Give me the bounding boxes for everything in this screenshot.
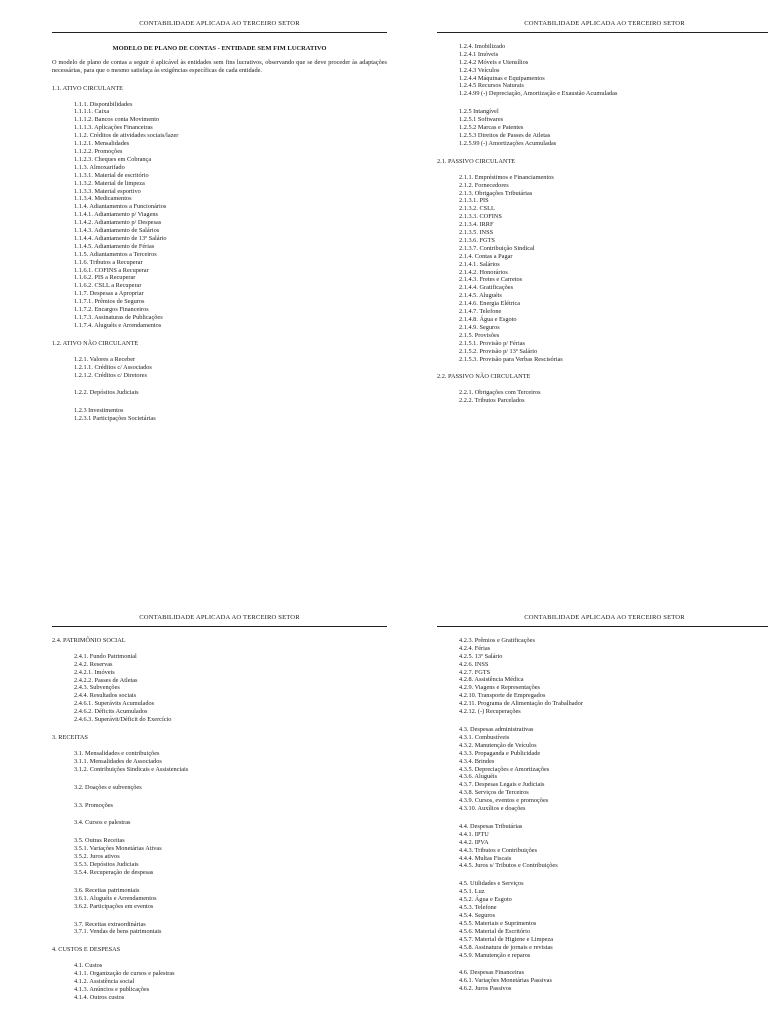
account-line: 2.1.1. Empréstimos e Financiamentos [459, 173, 554, 181]
account-line: 2.1.4. Contas a Pagar [459, 252, 513, 260]
account-line: 4.4.2. IPVA [459, 838, 489, 846]
account-group [52, 837, 387, 877]
account-line: 4.5.1. Luz [459, 888, 485, 896]
account-line: 2.4.6.2. Déficits Acumulados [74, 708, 148, 716]
account-line: 1.1.4. Adiantamentos a Funcionários [74, 203, 167, 211]
account-line: 1.2.4.1 Imóveis [459, 50, 499, 58]
account-group [437, 108, 768, 148]
account-group [437, 726, 768, 813]
account-line: 1.2.5.99 (-) Amortizações Acumuladas [459, 139, 557, 147]
account-line: 2.1.4.9. Seguros [459, 323, 500, 331]
account-line: 2.4.2. Reservas [74, 660, 113, 668]
account-line: 2.1.4.6. Energia Elétrica [459, 300, 521, 308]
account-line: 2.1.3.2. CSLL [459, 205, 495, 213]
account-line: 4.4. Despesas Tributárias [459, 822, 523, 830]
account-line: 2.4.3. Subvenções [74, 684, 120, 692]
account-line: 2.4.6.3. Superávit/Déficit do Exercício [74, 716, 172, 724]
page-header: CONTABILIDADE APLICADA AO TERCEIRO SETOR [437, 614, 768, 627]
section-heading: 4. CUSTOS E DESPESAS [52, 946, 121, 954]
account-line: 2.1.3. Obrigações Tributárias [459, 189, 533, 197]
account-line: 3.5. Outras Receitas [74, 837, 125, 845]
account-group [437, 389, 768, 405]
account-line: 2.4.1. Fundo Patrimonial [74, 652, 137, 660]
account-line: 2.1.4.5. Aluguéis [459, 292, 502, 300]
account-line: 2.1.3.7. Contribuição Sindical [459, 244, 535, 252]
account-line: 3.6.1. Aluguéis e Arrendamentos [74, 894, 157, 902]
page-header: CONTABILIDADE APLICADA AO TERCEIRO SETOR [437, 20, 768, 33]
account-line: 3.4. Cursos e palestras [74, 819, 131, 827]
account-line: 4.5.3. Telefone [459, 904, 497, 912]
account-line: 3.5.1. Variações Monetárias Ativas [74, 845, 162, 853]
account-line: 2.1.4.8. Água e Esgoto [459, 316, 517, 323]
account-line: 2.1.5. Provisões [459, 331, 500, 339]
account-line: 1.2.1. Valores a Receber [74, 355, 136, 363]
account-line: 1.1.1. Disponibilidades [74, 100, 133, 108]
account-line: 3.6. Receitas patrimoniais [74, 886, 140, 894]
account-line: 4.3.10. Auxílios e doações [459, 805, 526, 813]
account-group [52, 389, 387, 397]
account-line: 3.5.4. Recuperação de despesas [74, 868, 154, 876]
account-line: 1.2.4.3 Veículos [459, 66, 500, 74]
account-line: 1.1.2.3. Cheques em Cobrança [74, 155, 152, 163]
account-line: 2.1.4.2. Honorários [459, 268, 508, 276]
account-line: 1.1.3.2. Material de limpeza [74, 179, 145, 187]
account-line: 2.1.3.6. FGTS [459, 236, 495, 244]
account-line: 1.1.7.2. Encargos Financeiros [74, 306, 149, 314]
account-line: 4.1.2. Assistência social [74, 978, 135, 986]
section-heading: 1.2. ATIVO NÃO CIRCULANTE [52, 339, 139, 347]
account-line: 4.3.7. Despesas Legais e Judiciais [459, 781, 545, 789]
account-line: 2.1.3.5. INSS [459, 229, 494, 237]
section-heading: 2.2. PASSIVO NÃO CIRCULANTE [437, 373, 531, 381]
account-line: 4.4.3. Tributos e Contribuições [459, 846, 538, 854]
account-line: 1.1.6.1. COFINS a Recuperar [74, 266, 149, 274]
account-line: 1.2.4.5 Recursos Naturais [459, 82, 524, 90]
account-line: 1.2.1.2. Créditos c/ Diretores [74, 371, 147, 379]
account-line: 4.6.1. Variações Monetárias Passivas [459, 977, 552, 985]
account-line: 1.1.3.4. Medicamentos [74, 195, 132, 203]
account-line: 4.3.6. Aluguéis [459, 773, 498, 781]
account-group [437, 969, 768, 993]
account-line: 1.1.1.2. Bancos conta Movimento [74, 116, 160, 124]
document-title: MODELO DE PLANO DE CONTAS - ENTIDADE SEM FIM LUCRATIVO [112, 44, 327, 52]
account-line: 2.2.1. Obrigações com Terceiros [459, 389, 541, 397]
account-line: 1.2.2. Depósitos Judiciais [74, 389, 139, 397]
account-line: 1.1.2.2. Promoções [74, 147, 123, 155]
account-line: 4.2.8. Assistência Médica [459, 676, 524, 684]
account-line: 2.1.4.3. Fretes e Carretos [459, 276, 523, 284]
account-group [437, 823, 768, 870]
account-line: 2.1.3.1. PIS [459, 197, 489, 205]
account-line: 3.3. Promoções [74, 801, 114, 809]
account-group [52, 921, 387, 937]
account-line: 1.1.7.4. Aluguéis e Arrendamentos [74, 321, 162, 329]
account-line: 4.2.3. Prêmios e Gratificações [459, 636, 535, 644]
account-group [52, 653, 387, 724]
account-line: 4.5.4. Seguros [459, 912, 496, 919]
account-line: 1.1.4.2. Adiantamento p/ Despesas [74, 219, 162, 227]
account-line: 2.4.2.2. Passes de Atletas [74, 676, 138, 684]
page-header: CONTABILIDADE APLICADA AO TERCEIRO SETOR [52, 20, 387, 33]
account-line: 3.5.2. Juros ativos [74, 853, 120, 861]
account-group [52, 962, 387, 1002]
account-group [437, 43, 768, 98]
account-line: 2.1.3.3. COFINS [459, 213, 502, 221]
account-group [437, 174, 768, 364]
account-line: 1.1.4.1. Adiantamento p/ Viagens [74, 211, 158, 219]
account-line: 4.3. Despesas administrativas [459, 725, 534, 733]
account-group [52, 802, 387, 810]
page-header: CONTABILIDADE APLICADA AO TERCEIRO SETOR [52, 614, 387, 627]
account-line: 1.2.1.1. Créditos c/ Associados [74, 363, 152, 371]
section-heading: 2.4. PATRIMÔNIO SOCIAL [52, 636, 126, 644]
section-heading: 2.1. PASSIVO CIRCULANTE [437, 157, 516, 165]
account-line: 1.1.7.3. Assinaturas de Publicações [74, 314, 163, 321]
account-line: 1.1.2.1. Mensalidades [74, 140, 130, 148]
account-group [52, 101, 387, 330]
account-line: 1.1.7.1. Prêmios de Seguros [74, 298, 145, 306]
page-2 [437, 20, 768, 405]
account-line: 4.1.3. Anúncios e publicações [74, 986, 150, 993]
account-line: 4.2.5. 13º Salário [459, 652, 503, 660]
account-line: 1.1.3.3. Material esportivo [74, 187, 141, 195]
account-line: 1.2.5.2 Marcas e Patentes [459, 124, 524, 132]
account-line: 2.4.2.1. Imóveis [74, 668, 115, 676]
account-line: 1.1.1.3. Aplicações Financeiras [74, 124, 153, 132]
account-line: 4.2.11. Programa de Alimentação do Trabalhador [459, 700, 583, 708]
account-line: 4.1.4. Outros custos [74, 993, 125, 1001]
account-line: 4.5. Utilidades e Serviços [459, 880, 524, 888]
account-group [52, 819, 387, 827]
page-1 [52, 20, 387, 423]
account-line: 2.4.6.1. Superávits Acumulados [74, 700, 155, 708]
account-line: 1.2.4.2 Móveis e Utensílios [459, 58, 529, 66]
account-line: 1.2.3 Investimentos [74, 407, 124, 415]
account-line: 1.1.3. Almoxarifado [74, 163, 125, 171]
account-line: 4.6.2. Juros Passivos [459, 985, 512, 993]
account-line: 4.6. Despesas Financeiras [459, 969, 525, 977]
account-line: 1.1.6.2. PIS a Recuperar [74, 274, 136, 282]
account-line: 4.2.12. (-) Recuperações [459, 708, 521, 716]
account-line: 4.4.4. Multas Fiscais [459, 854, 512, 862]
account-line: 2.4.4. Resultados sociais [74, 692, 137, 700]
section-heading: 3. RECEITAS [52, 733, 88, 741]
account-line: 2.1.4.4. Gratificações [459, 284, 514, 292]
account-group [52, 887, 387, 911]
account-line: 4.5.9. Manutenção e reparos [459, 951, 531, 959]
account-line: 3.6.2. Participações em eventos [74, 902, 154, 910]
account-line: 1.1.3.1. Material de escritório [74, 171, 149, 179]
account-group [52, 750, 387, 774]
account-line: 1.2.4.99 (-) Depreciação, Amortização e Exaustão Acumuladas [459, 90, 618, 98]
account-line: 3.2. Doações e subvenções [74, 783, 142, 791]
account-line: 3.7.1. Vendas de bens patrimoniais [74, 928, 162, 936]
account-line: 1.1.7. Despesas a Apropriar [74, 290, 144, 298]
account-line: 1.1.6. Tributos a Recuperar [74, 258, 143, 266]
account-line: 4.3.9. Cursos, eventos e promoções [459, 797, 549, 805]
account-line: 4.2.9. Viagens e Representações [459, 684, 540, 692]
account-group [437, 880, 768, 959]
page-3 [52, 614, 387, 1002]
account-line: 4.3.2. Manutenção de Veículos [459, 741, 537, 749]
account-line: 4.4.5. Juros s/ Tributos e Contribuições [459, 862, 558, 870]
page-4 [437, 614, 768, 993]
account-line: 1.2.5 Intangível [459, 108, 499, 116]
account-line: 3.7. Receitas extraordinárias [74, 920, 146, 928]
section-heading: 1.1. ATIVO CIRCULANTE [52, 84, 124, 92]
account-line: 4.3.1. Combustíveis [459, 733, 510, 741]
account-group [52, 407, 387, 423]
account-line: 1.1.4.3. Adiantamento de Salários [74, 227, 160, 235]
account-line: 1.1.1.1. Caixa [74, 108, 110, 116]
account-line: 4.5.6. Material de Escritório [459, 927, 530, 935]
account-line: 4.2.10. Transporte de Empregados [459, 692, 546, 700]
account-line: 4.2.4. Férias [459, 644, 491, 652]
account-group [52, 784, 387, 792]
intro-paragraph: O modelo de plano de contas a seguir é aplicável às entidades sem fins lucrativos, observando que se deve proceder às adaptações necessárias, para que o mesmo satisfaça às exigências específicas de cada entidade. [52, 58, 387, 74]
account-line: 2.2.2. Tributos Parcelados [459, 397, 525, 405]
account-line: 4.5.2. Água e Esgoto [459, 896, 512, 904]
account-line: 1.1.4.5. Adiantamento de Férias [74, 242, 155, 250]
account-line: 2.1.2. Fornecedores [459, 181, 509, 189]
account-line: 1.2.5.3 Direitos de Passes de Atletas [459, 131, 551, 139]
account-line: 2.1.3.4. IRRF [459, 221, 494, 229]
account-line: 4.3.5. Depreciações e Amortizações [459, 765, 550, 773]
account-line: 1.1.6.2. CSLL a Recuperar [74, 282, 142, 290]
account-line: 4.2.6. INSS [459, 660, 489, 668]
account-line: 4.3.4. Brindes [459, 757, 495, 765]
account-line: 4.1.1. Organização de cursos e palestras [74, 970, 175, 978]
account-line: 1.2.3.1 Participações Societárias [74, 415, 156, 423]
account-line: 3.1.2. Contribuições Sindicais e Assistenciais [74, 765, 189, 773]
account-line: 4.4.1. IPTU [459, 830, 489, 838]
account-line: 4.3.3. Propaganda e Publicidade [459, 749, 541, 757]
account-line: 4.5.8. Assinatura de jornais e revistas [459, 943, 553, 951]
account-line: 1.2.4. Imobilizado [459, 42, 506, 50]
account-line: 2.1.5.3. Provisão para Verbas Rescisórias [459, 355, 563, 363]
account-line: 1.2.4.4 Máquinas e Equipamentos [459, 74, 545, 82]
account-line: 3.1. Mensalidades e contribuições [74, 749, 160, 757]
account-line: 4.1. Custos [74, 962, 103, 970]
account-line: 4.3.8. Serviços de Terceiros [459, 789, 529, 797]
account-line: 1.2.5.1 Softwares [459, 116, 504, 124]
account-group [52, 356, 387, 380]
account-line: 2.1.4.7. Telefone [459, 308, 502, 316]
account-line: 3.1.1. Mensalidades de Associados [74, 757, 162, 765]
account-line: 3.5.3. Depósitos Judiciais [74, 861, 139, 869]
account-line: 2.1.5.2. Provisão p/ 13º Salário [459, 347, 538, 355]
account-line: 4.2.7. FGTS [459, 668, 491, 676]
account-line: 2.1.5.1. Provisão p/ Férias [459, 339, 525, 347]
account-line: 4.5.7. Material de Higiene e Limpeza [459, 935, 554, 943]
account-line: 4.5.5. Materiais e Suprimentos [459, 919, 537, 927]
account-group [437, 637, 768, 716]
account-line: 1.1.5. Adiantamentos a Terceiros [74, 250, 157, 258]
account-line: 1.1.4.4. Adiantamento de 13º Salário [74, 234, 167, 242]
account-line: 1.1.2. Créditos de atividades sociais/lazer [74, 132, 179, 140]
account-line: 2.1.4.1. Salários [459, 260, 500, 268]
